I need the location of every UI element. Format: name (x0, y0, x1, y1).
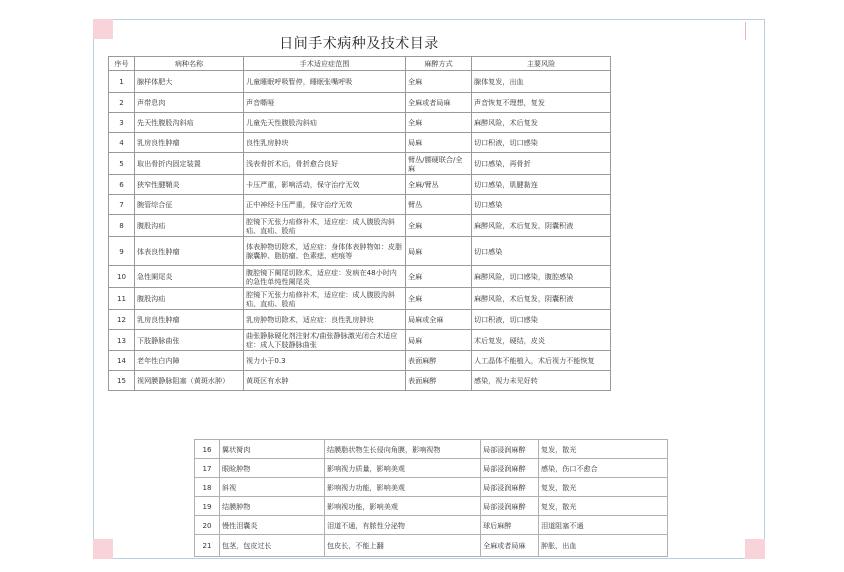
table-cell: 翼状胬肉 (220, 440, 325, 459)
table-cell: 17 (195, 459, 220, 478)
table-cell: 影响视功能，影响美观 (325, 497, 481, 516)
table-row (195, 535, 668, 557)
table-cell: 手术适应症范围 (244, 57, 406, 71)
table-cell: 7 (109, 195, 135, 215)
table-cell: 乳房肿物切除术，适应症：良性乳房肿块 (244, 310, 406, 330)
table-cell: 声音嘶哑 (244, 93, 406, 113)
table-cell: 影响视力质量，影响美观 (325, 459, 481, 478)
table-cell: 感染，伤口不愈合 (539, 459, 668, 478)
table-cell: 腺样体肥大 (135, 71, 244, 93)
table-cell: 腹腔镜下阑尾切除术，适应症：发病在48小时内的急性单纯性阑尾炎 (244, 266, 406, 288)
table-cell: 包皮长，不能上翻 (325, 535, 481, 557)
table-cell: 麻醉风险，术后复发 (472, 113, 611, 133)
table-cell: 局部浸润麻醉 (481, 497, 539, 516)
table-cell: 儿童先天性腹股沟斜疝 (244, 113, 406, 133)
table-cell: 乳房良性肿瘤 (135, 133, 244, 153)
table-row (109, 93, 611, 113)
table-cell: 体表肿物切除术，适应症：身体体表肿物如：皮脂腺囊肿、脂肪瘤、色素痣、疤痕等 (244, 237, 406, 266)
table-row (109, 113, 611, 133)
table-cell: 表面麻醉 (406, 351, 472, 371)
table-cell: 复发，散光 (539, 497, 668, 516)
table-cell: 急性阑尾炎 (135, 266, 244, 288)
table-cell: 眼睑肿物 (220, 459, 325, 478)
table-cell: 老年性白内障 (135, 351, 244, 371)
table-cell: 14 (109, 351, 135, 371)
table-cell: 局部浸润麻醉 (481, 459, 539, 478)
table-cell: 病种名称 (135, 57, 244, 71)
table-cell: 取出骨折内固定装置 (135, 153, 244, 175)
table-cell: 全麻或者局麻 (481, 535, 539, 557)
table-cell: 序号 (109, 57, 135, 71)
table-cell: 20 (195, 516, 220, 535)
table-cell: 麻醉风险，切口感染，腹腔感染 (472, 266, 611, 288)
table-cell: 切口积液，切口感染 (472, 310, 611, 330)
table-row (109, 310, 611, 330)
table-row (109, 195, 611, 215)
table-cell: 儿童睡眠呼吸暂停，睡眠张嘴呼吸 (244, 71, 406, 93)
table-cell: 浅表骨折术后，骨折愈合良好 (244, 153, 406, 175)
table-cell: 视网膜静脉阻塞（黄斑水肿） (135, 371, 244, 391)
table-cell: 局部浸润麻醉 (481, 440, 539, 459)
table-cell: 声音恢复不理想，复发 (472, 93, 611, 113)
table-cell: 腔镜下无张力疝修补术，适应症：成人腹股沟斜疝、直疝、股疝 (244, 288, 406, 310)
table-cell: 曲张静脉硬化剂注射术/曲张静脉激光闭合术适应症：成人下肢静脉曲张 (244, 330, 406, 351)
table-cell: 感染，视力未见好转 (472, 371, 611, 391)
table-cell: 复发，散光 (539, 440, 668, 459)
catalog-table-main (108, 56, 611, 391)
table-cell: 体表良性肿瘤 (135, 237, 244, 266)
table-row (109, 351, 611, 371)
table-cell: 包茎，包皮过长 (220, 535, 325, 557)
table-row (109, 237, 611, 266)
corner-mark-bottom-left (93, 539, 113, 559)
table-cell: 声带息肉 (135, 93, 244, 113)
table-header-row (109, 57, 611, 71)
table-cell: 切口感染，肌腱黏连 (472, 175, 611, 195)
table-cell: 全麻 (406, 113, 472, 133)
table-cell: 黄斑区有水肿 (244, 371, 406, 391)
table-cell: 全麻 (406, 266, 472, 288)
table-cell: 麻醉风险，术后复发，阴囊积液 (472, 288, 611, 310)
table-cell: 正中神经卡压严重，保守治疗无效 (244, 195, 406, 215)
document-title: 日间手术病种及技术目录 (279, 36, 439, 52)
table-row (109, 288, 611, 310)
table-row (109, 153, 611, 175)
table-cell: 10 (109, 266, 135, 288)
table-cell: 全麻/臂丛 (406, 175, 472, 195)
table-cell: 局麻或全麻 (406, 310, 472, 330)
table-row (195, 459, 668, 478)
table-cell: 结膜脂状物生长侵向角膜，影响视物 (325, 440, 481, 459)
table-cell: 泪道不通，有脓性分泌物 (325, 516, 481, 535)
table-cell: 全麻 (406, 215, 472, 237)
table-cell: 切口感染，再骨折 (472, 153, 611, 175)
table-cell: 15 (109, 371, 135, 391)
table-cell: 全麻 (406, 71, 472, 93)
table-cell: 1 (109, 71, 135, 93)
table-row (109, 71, 611, 93)
table-cell: 19 (195, 497, 220, 516)
table-cell: 主要风险 (472, 57, 611, 71)
table-cell: 16 (195, 440, 220, 459)
table-cell: 13 (109, 330, 135, 351)
catalog-table-continued (194, 439, 668, 557)
table-cell: 9 (109, 237, 135, 266)
table-cell: 18 (195, 478, 220, 497)
table-cell: 先天性腹股沟斜疝 (135, 113, 244, 133)
table-cell: 5 (109, 153, 135, 175)
table-cell: 下肢静脉曲张 (135, 330, 244, 351)
corner-mark-top-right (745, 22, 746, 40)
table-cell: 全麻或者局麻 (406, 93, 472, 113)
table-cell: 切口积液，切口感染 (472, 133, 611, 153)
table-cell: 局麻 (406, 237, 472, 266)
table-cell: 8 (109, 215, 135, 237)
table-cell: 肿胀，出血 (539, 535, 668, 557)
table-cell: 全麻 (406, 288, 472, 310)
table-cell: 复发，散光 (539, 478, 668, 497)
table-row (109, 133, 611, 153)
table-cell: 局部浸润麻醉 (481, 478, 539, 497)
table-cell: 麻醉风险，术后复发，阴囊积液 (472, 215, 611, 237)
table-cell: 乳房良性肿瘤 (135, 310, 244, 330)
table-cell: 6 (109, 175, 135, 195)
table-cell: 2 (109, 93, 135, 113)
table-cell: 表面麻醉 (406, 371, 472, 391)
table-cell: 视力小于0.3 (244, 351, 406, 371)
table-cell: 慢性泪囊炎 (220, 516, 325, 535)
table-cell: 12 (109, 310, 135, 330)
table-cell: 结膜肿物 (220, 497, 325, 516)
table-row (109, 175, 611, 195)
table-cell: 球后麻醉 (481, 516, 539, 535)
table-cell: 人工晶体不能植入，术后视力不能恢复 (472, 351, 611, 371)
table-cell: 腕管综合征 (135, 195, 244, 215)
table-cell: 腔镜下无张力疝修补术，适应症：成人腹股沟斜疝、直疝、股疝 (244, 215, 406, 237)
table-row (195, 478, 668, 497)
table-cell: 卡压严重，影响活动，保守治疗无效 (244, 175, 406, 195)
table-cell: 泪道阻塞不通 (539, 516, 668, 535)
table-cell: 11 (109, 288, 135, 310)
corner-mark-bottom-right (745, 539, 765, 559)
table-cell: 腺体复发，出血 (472, 71, 611, 93)
table-cell: 局麻 (406, 133, 472, 153)
table-cell: 腹股沟疝 (135, 215, 244, 237)
table-row (109, 330, 611, 351)
table-cell: 臂丛/腰硬联合/全麻 (406, 153, 472, 175)
table-cell: 局麻 (406, 330, 472, 351)
table-row (109, 371, 611, 391)
table-row (109, 215, 611, 237)
table-cell: 21 (195, 535, 220, 557)
table-cell: 术后复发，硬结，皮炎 (472, 330, 611, 351)
table-cell: 狭窄性腱鞘炎 (135, 175, 244, 195)
table-row (109, 266, 611, 288)
table-row (195, 440, 668, 459)
table-cell: 麻醉方式 (406, 57, 472, 71)
table-cell: 斜视 (220, 478, 325, 497)
table-row (195, 516, 668, 535)
table-cell: 影响视力功能，影响美观 (325, 478, 481, 497)
table-cell: 3 (109, 113, 135, 133)
table-cell: 切口感染 (472, 195, 611, 215)
table-cell: 4 (109, 133, 135, 153)
table-cell: 切口感染 (472, 237, 611, 266)
table-cell: 良性乳房肿块 (244, 133, 406, 153)
table-row (195, 497, 668, 516)
table-cell: 臂丛 (406, 195, 472, 215)
table-cell: 腹股沟疝 (135, 288, 244, 310)
